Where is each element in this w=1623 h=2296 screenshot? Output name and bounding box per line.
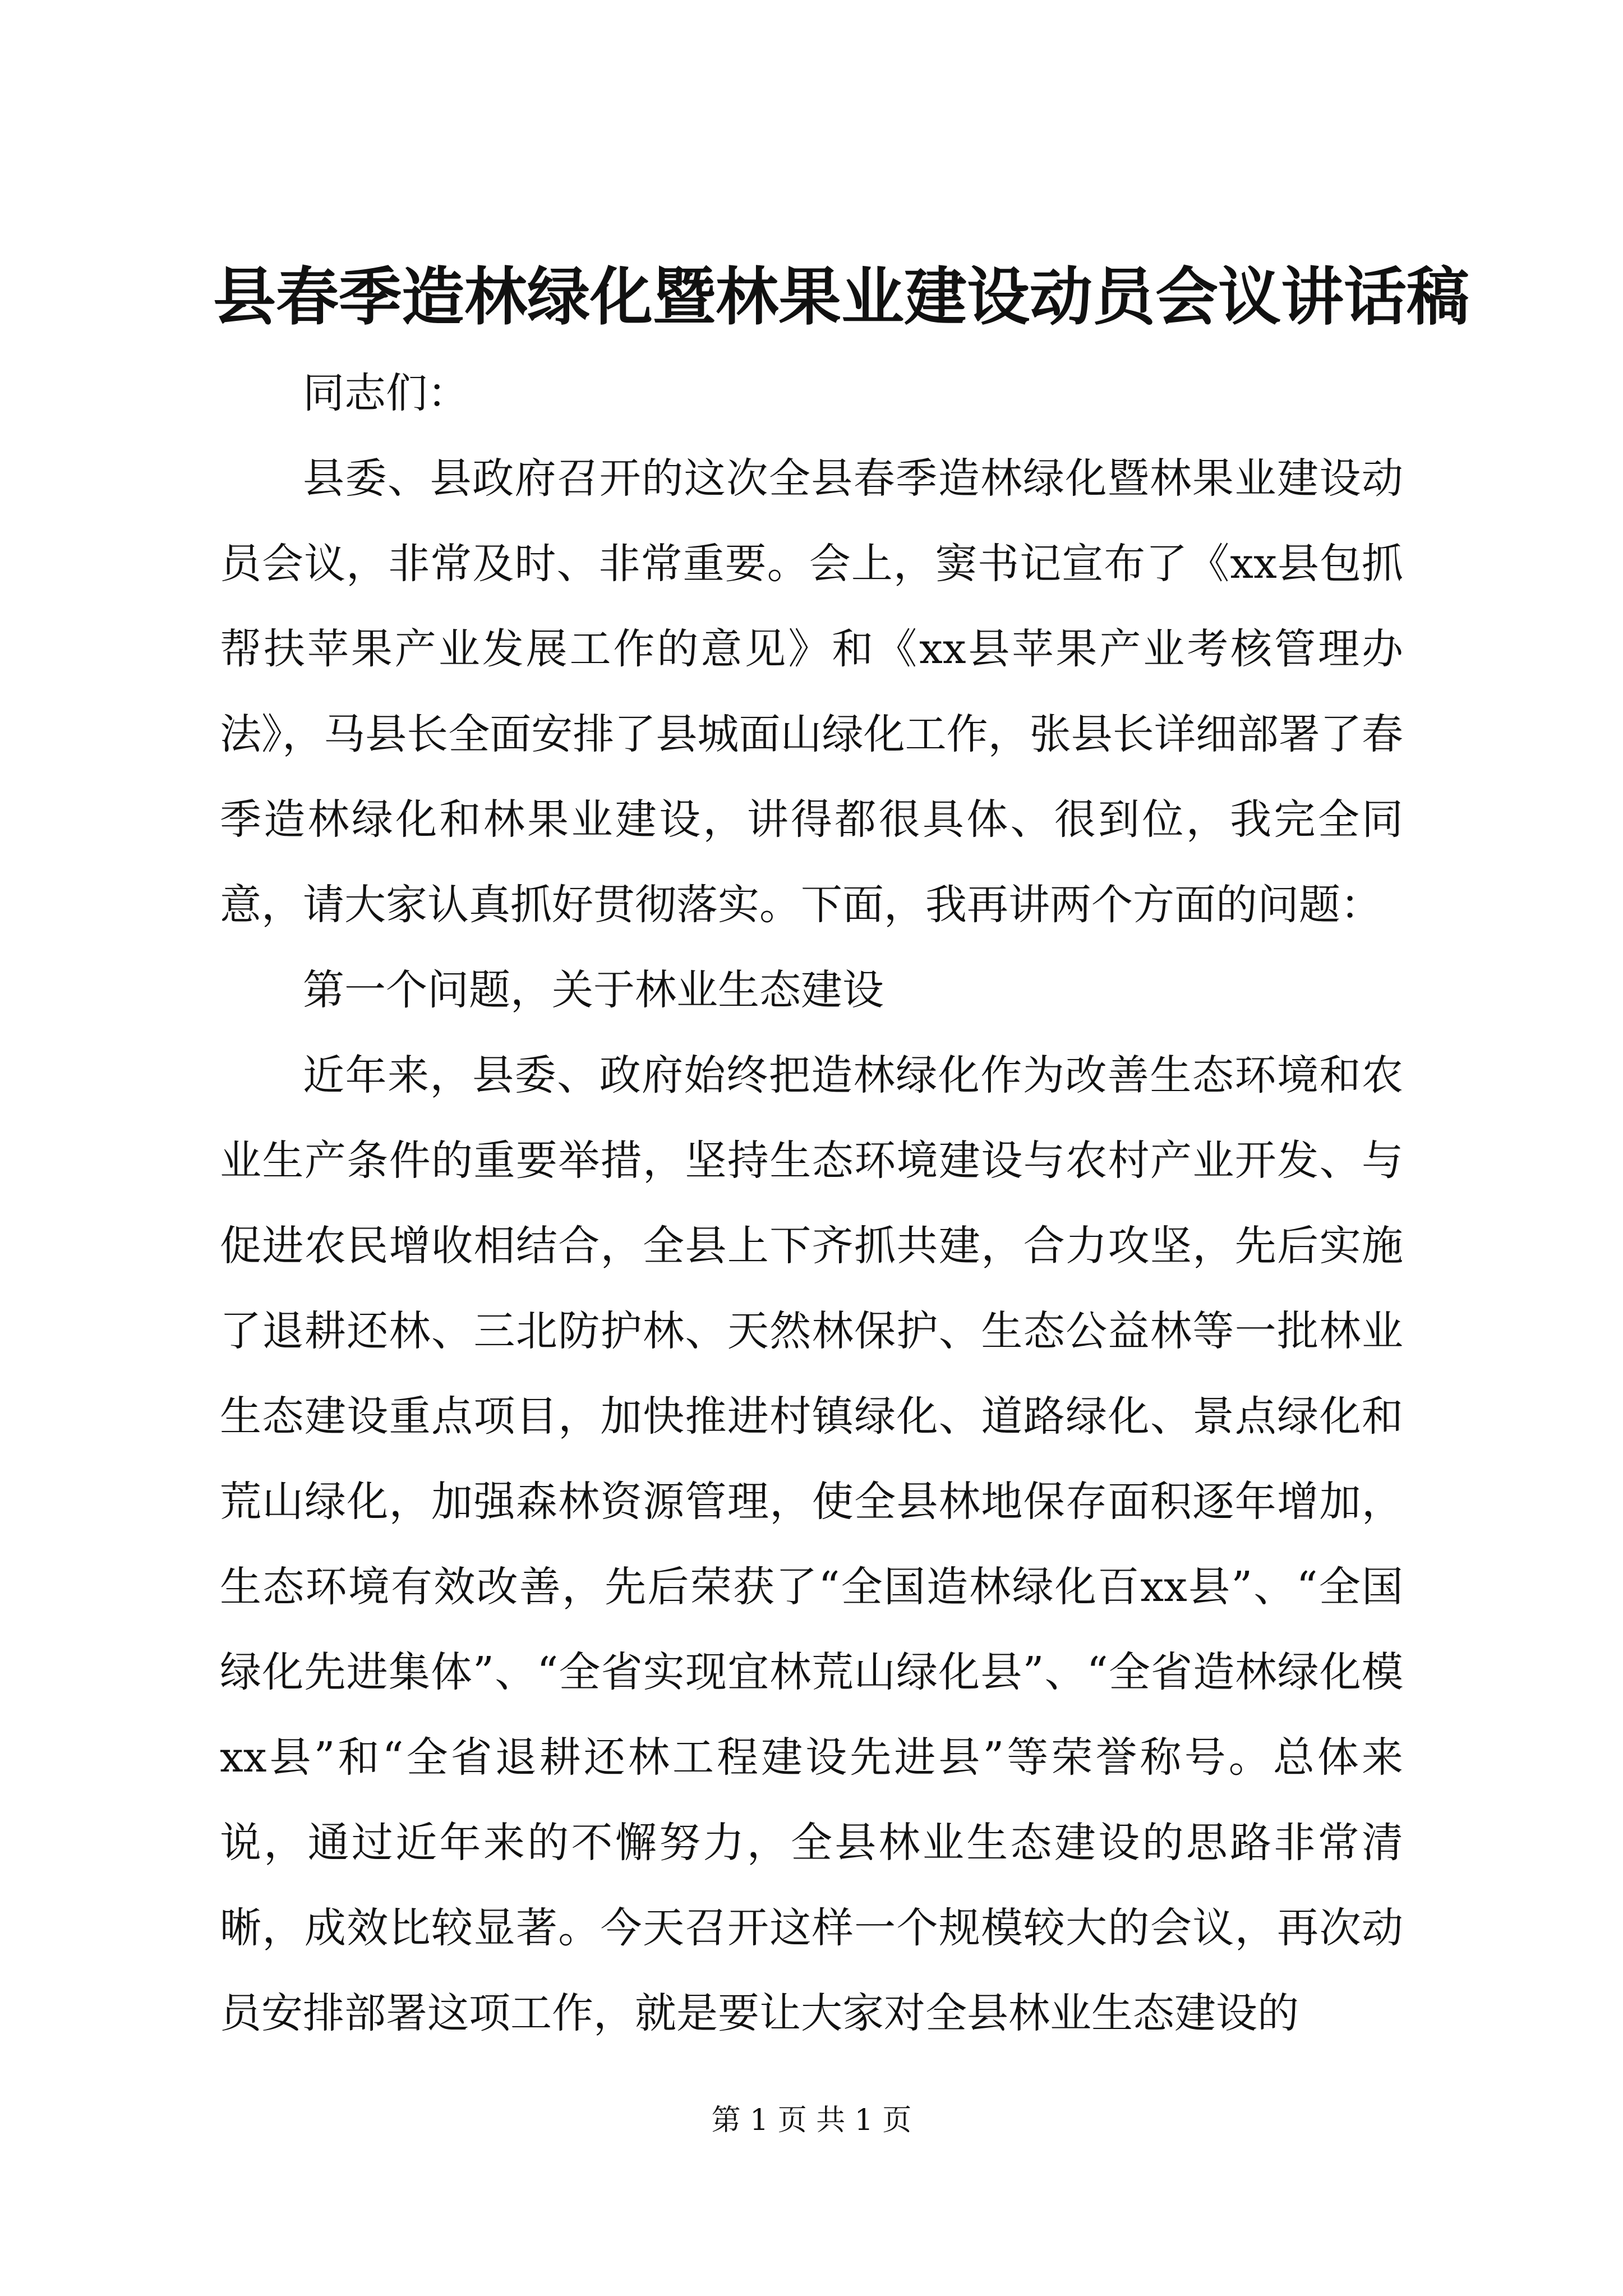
body-paragraph: 近年来，县委、政府始终把造林绿化作为改善生态环境和农业生产条件的重要举措，坚持生态环境建设与农村产业开发、与促进农民增收相结合，全县上下齐抓共建，合力攻坚，先后实施了退耕还林、三北防护林、天然林保护、生态公益林等一批林业生态建设重点项目，加快推进村镇绿化、道路绿化、景点绿化和荒山绿化，加强森林资源管理，使全县林地保存面积逐年增加，生态环境有效改善，先后荣获了“全国造林绿化百xx县”、“全国绿化先进集体”、“全省实现宜林荒山绿化县”、“全省造林绿化模xx县”和“全省退耕还林工程建设先进县”等荣誉称号。总体来说，通过近年来的不懈努力，全县林业生态建设的思路非常清晰，成效比较显著。今天召开这样一个规模较大的会议，再次动员安排部署这项工作，就是要让大家对全县林业生态建设的: [220, 1051, 1403, 2037]
section-heading: 第一个问题，关于林业生态建设: [303, 966, 884, 1014]
document-body: [220, 351, 1403, 2056]
intro-paragraph: 县委、县政府召开的这次全县春季造林绿化暨林果业建设动员会议，非常及时、非常重要。会上，窦书记宣布了《xx县包抓帮扶苹果产业发展工作的意见》和《xx县苹果产业考核管理办法》，马县长全面安排了县城面山绿化工作，张县长详细部署了春季造林绿化和林果业建设，讲得都很具体、很到位，我完全同意，请大家认真抓好贯彻落实。下面，我再讲两个方面的问题：: [220, 454, 1403, 929]
page-number-footer: 第 1 页 共 1 页: [711, 2104, 912, 2137]
document-title: 县春季造林绿化暨林果业建设动员会议讲话稿: [213, 260, 1469, 334]
salutation-paragraph: 同志们：: [303, 369, 469, 417]
